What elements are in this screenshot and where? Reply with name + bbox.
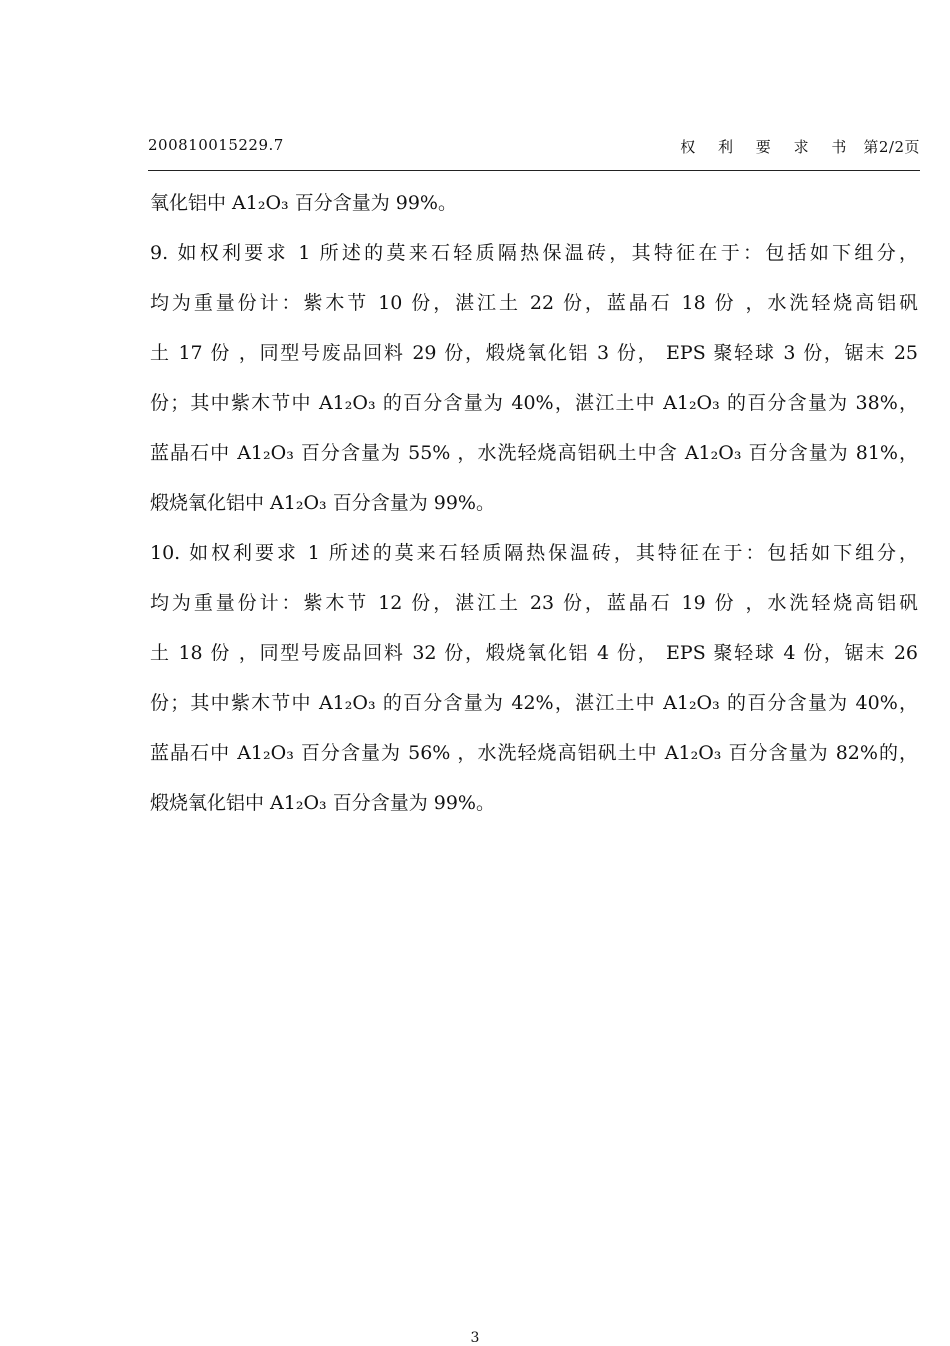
document-type: 权 利 要 求 书	[680, 138, 856, 156]
text-line: 10. 如权利要求 1 所述的莫来石轻质隔热保温砖，其特征在于：包括如下组分，	[150, 542, 918, 564]
document-title	[680, 136, 920, 157]
text-line: 9. 如权利要求 1 所述的莫来石轻质隔热保温砖，其特征在于：包括如下组分，	[150, 242, 918, 264]
text-line: 蓝晶石中 A1₂O₃ 百分含量为 55% ，水洗轻烧高铝矾土中含 A1₂O₃ 百分含量为 81%，	[150, 442, 918, 464]
application-number: 200810015229.7	[148, 136, 284, 154]
text-line: 氧化铝中 A1₂O₃ 百分含量为 99%。	[150, 192, 457, 214]
page-number: 3	[470, 1330, 480, 1346]
text-line: 均为重量份计：紫木节 10 份，湛江土 22 份，蓝晶石 18 份 ，水洗轻烧高铝矾	[150, 292, 918, 314]
text-line: 煅烧氧化铝中 A1₂O₃ 百分含量为 99%。	[150, 792, 495, 814]
text-line: 土 17 份 ，同型号废品回料 29 份，煅烧氧化铝 3 份， EPS 聚轻球 3 份，锯末 25	[150, 342, 918, 364]
page-header	[148, 130, 920, 160]
text-line: 份；其中紫木节中 A1₂O₃ 的百分含量为 40%，湛江土中 A1₂O₃ 的百分含量为 38%，	[150, 392, 918, 414]
claims-body	[150, 178, 918, 828]
text-line: 均为重量份计：紫木节 12 份，湛江土 23 份，蓝晶石 19 份 ，水洗轻烧高铝矾	[150, 592, 918, 614]
text-line: 蓝晶石中 A1₂O₃ 百分含量为 56% ，水洗轻烧高铝矾土中 A1₂O₃ 百分含量为 82%的，	[150, 742, 918, 764]
text-line: 份；其中紫木节中 A1₂O₃ 的百分含量为 42%，湛江土中 A1₂O₃ 的百分含量为 40%，	[150, 692, 918, 714]
text-line: 煅烧氧化铝中 A1₂O₃ 百分含量为 99%。	[150, 492, 495, 514]
text-line: 土 18 份 ，同型号废品回料 32 份，煅烧氧化铝 4 份， EPS 聚轻球 4 份，锯末 26	[150, 642, 918, 664]
header-rule	[148, 170, 920, 171]
page-label: 第2/2页	[863, 138, 920, 156]
